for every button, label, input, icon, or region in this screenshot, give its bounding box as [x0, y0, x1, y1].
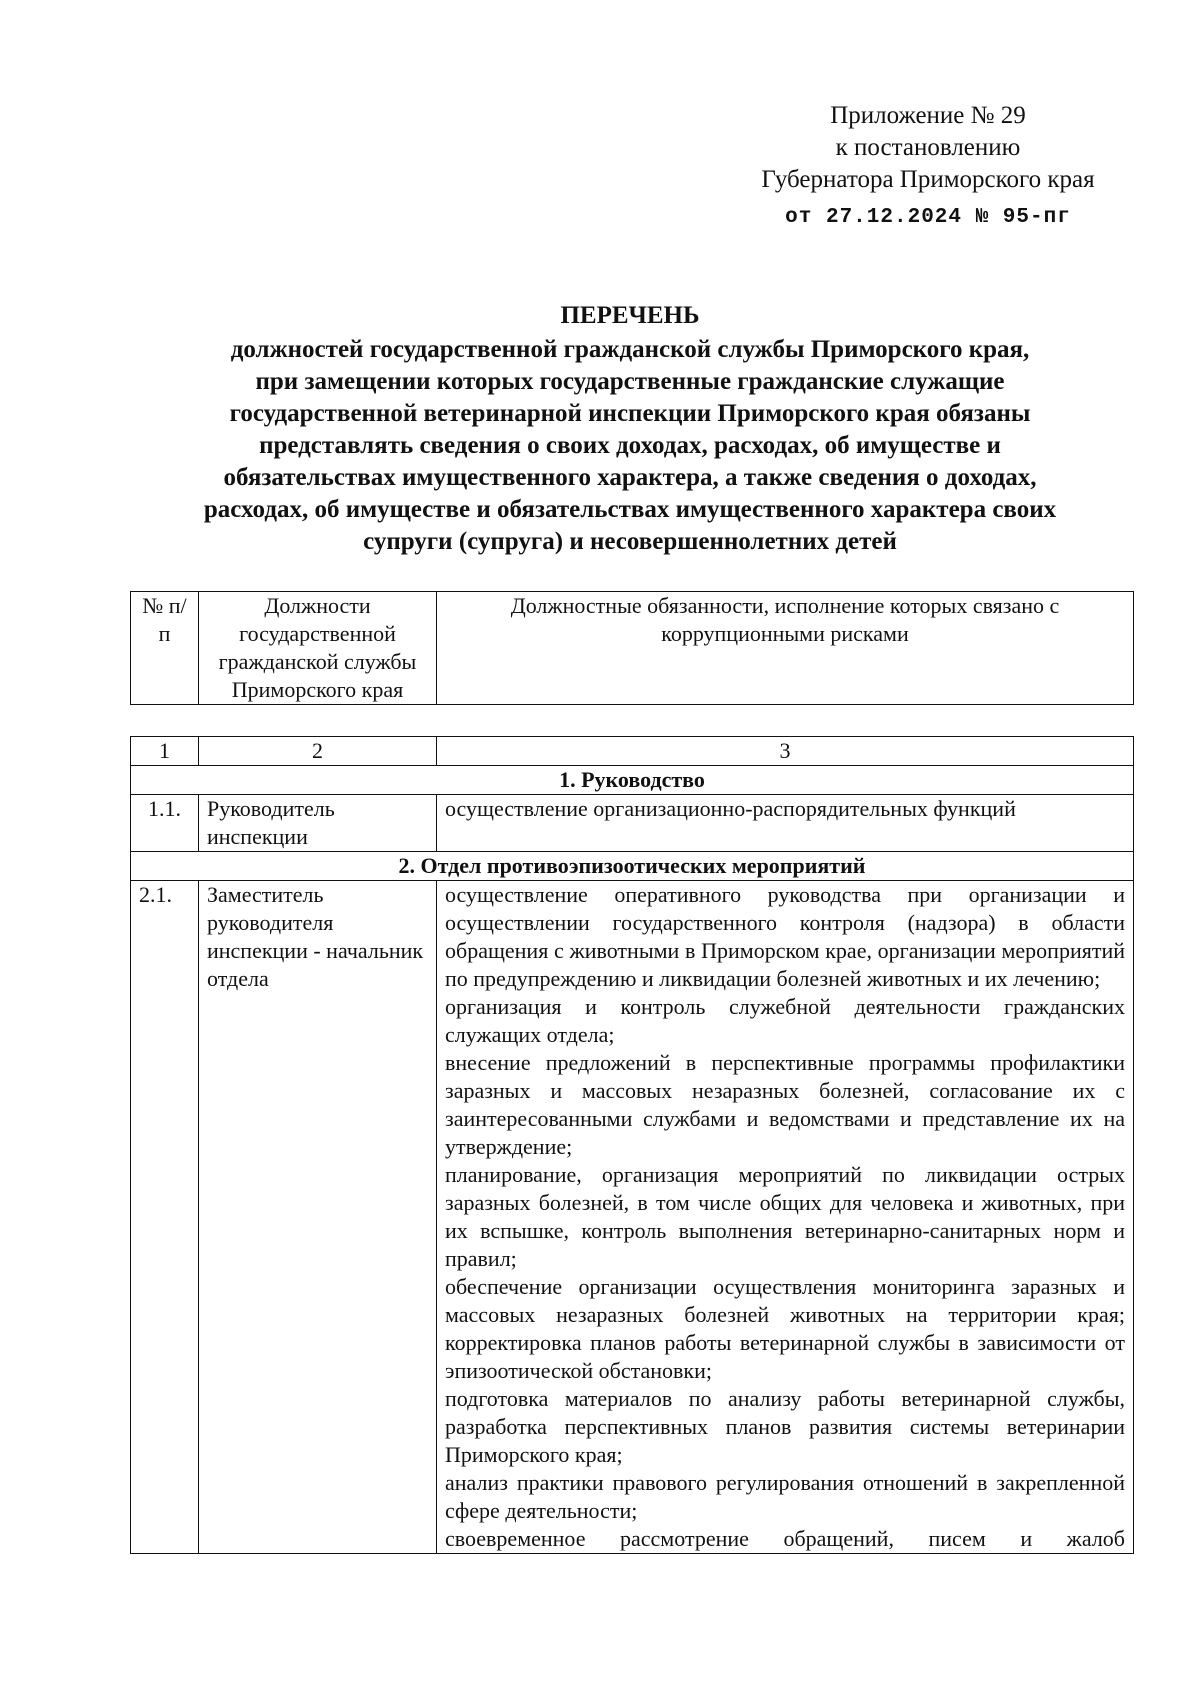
document-title: [110, 300, 1150, 558]
section-row: [131, 852, 1134, 881]
row-number: 2.1.: [131, 881, 199, 1554]
header-col-number: № п/п: [131, 592, 199, 705]
duty-item: подготовка материалов по анализу работы ветеринарной службы, разработка перспективных планов развития системы ветеринарии Приморского края;: [445, 1386, 1125, 1467]
row-position: Заместитель руководителя инспекции - начальник отдела: [199, 881, 437, 1554]
row-position: Руководитель инспекции: [199, 795, 437, 852]
section-title: 2. Отдел противоэпизоотических мероприятий: [131, 852, 1134, 881]
row-duties: [437, 881, 1134, 1554]
title-line: супруги (супруга) и несовершеннолетних детей: [363, 528, 897, 555]
section-title: 1. Руководство: [131, 766, 1134, 795]
row-number: 1.1.: [131, 795, 199, 852]
table-row: [131, 881, 1134, 1554]
positions-table: [130, 736, 1134, 1554]
title-line: должностей государственной гражданской службы Приморского края,: [230, 336, 1030, 363]
title-line: государственной ветеринарной инспекции Приморского края обязаны: [229, 400, 1031, 427]
header-col-position: Должности государственной гражданской службы Приморского края: [199, 592, 437, 705]
duty-item: внесение предложений в перспективные программы профилактики заразных и массовых незаразных болезней, согласование их с заинтересованными службами и ведомствами и представление их на утверждение;: [445, 1050, 1125, 1159]
title-line: расходах, об имуществе и обязательствах имущественного характера своих: [203, 496, 1057, 523]
duty-item: осуществление организационно-распорядительных функций: [445, 796, 1016, 821]
order-number: от 27.12.2024 № 95-пг: [785, 206, 1071, 229]
header-table: [130, 591, 1134, 705]
column-number: 2: [199, 737, 437, 766]
row-duties: [437, 795, 1134, 852]
duty-item: осуществление оперативного руководства при организации и осуществлении государственного контроля (надзора) в области обращения с животными в Приморском крае, организации мероприятий по предупреждению и ликвидации болезней животных и их лечению;: [445, 882, 1125, 991]
column-number: 3: [437, 737, 1134, 766]
duty-item: планирование, организация мероприятий по ликвидации острых заразных болезней, в том числе общих для человека и животных, при их вспышке, контроль выполнения ветеринарно-санитарных норм и правил;: [445, 1162, 1125, 1271]
title-line: обязательствах имущественного характера, а также сведения о доходах,: [223, 464, 1037, 491]
appendix-header: [728, 100, 1128, 234]
title-line: представлять сведения о своих доходах, расходах, об имуществе и: [259, 432, 1001, 459]
duty-item: анализ практики правового регулирования отношений в закрепленной сфере деятельности;: [445, 1470, 1125, 1523]
header-row: [131, 592, 1134, 705]
appendix-line-2: к постановлению: [835, 134, 1021, 161]
appendix-line-3: Губернатора Приморского края: [761, 166, 1095, 193]
duty-item: обеспечение организации осуществления мониторинга заразных и массовых незаразных болезней животных на территории края; корректировка планов работы ветеринарной службы в зависимости от эпизоотической обстановки;: [445, 1274, 1125, 1383]
column-number: 1: [131, 737, 199, 766]
duty-item: своевременное рассмотрение обращений, писем и жалоб: [445, 1526, 1125, 1551]
header-col-duties: Должностные обязанности, исполнение которых связано с коррупционными рисками: [437, 592, 1134, 705]
section-row: [131, 766, 1134, 795]
title-line: при замещении которых государственные гражданские служащие: [255, 368, 1005, 395]
title-main: ПЕРЕЧЕНЬ: [560, 302, 700, 329]
table-row: [131, 795, 1134, 852]
appendix-line-1: Приложение № 29: [830, 102, 1026, 129]
duty-item: организация и контроль служебной деятельности гражданских служащих отдела;: [445, 994, 1125, 1047]
column-number-row: [131, 737, 1134, 766]
